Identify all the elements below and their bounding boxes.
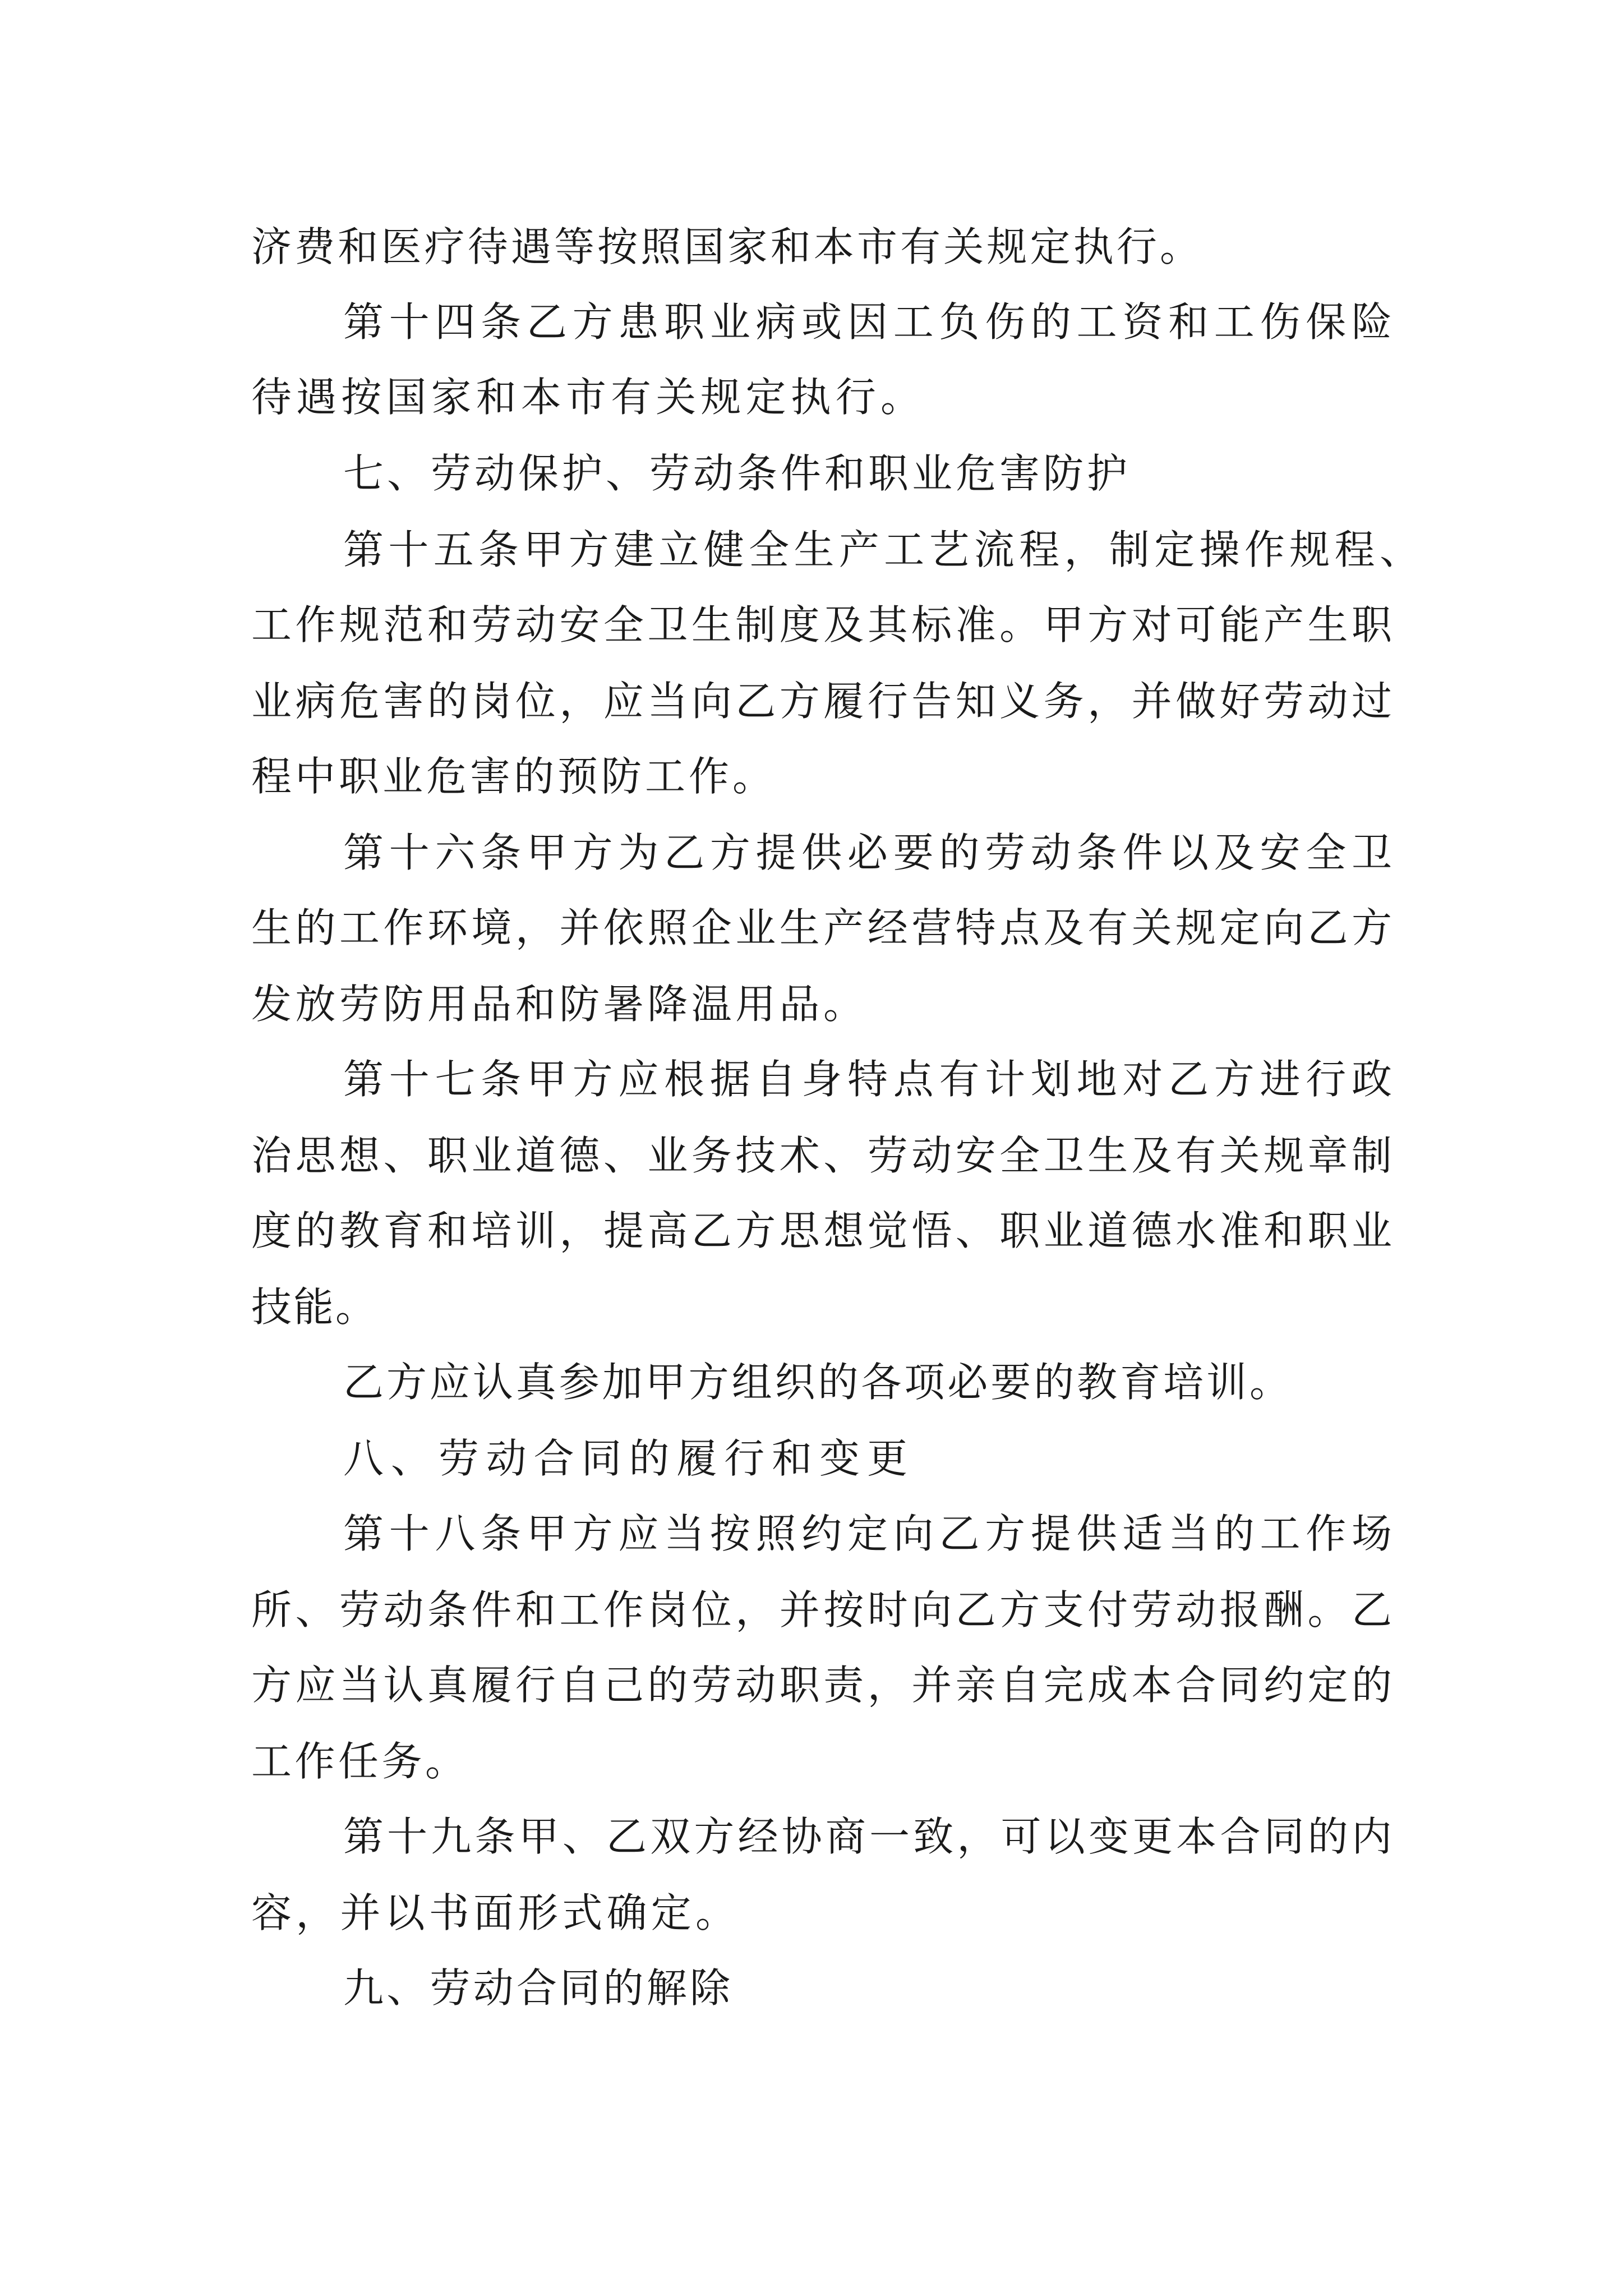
text-line: 第十八条甲方应当按照约定向乙方提供适当的工作场 xyxy=(343,1510,1398,1557)
text-line: 待遇按国家和本市有关规定执行。 xyxy=(251,374,926,421)
text-line: 容，并以书面形式确定。 xyxy=(251,1889,740,1936)
text-line: 第十四条乙方患职业病或因工负伤的工资和工伤保险 xyxy=(343,298,1398,346)
text-line: 第十六条甲方为乙方提供必要的劳动条件以及安全卫 xyxy=(343,829,1398,876)
text-line: 方应当认真履行自己的劳动职责，并亲自完成本合同约定的 xyxy=(251,1662,1396,1709)
text-line: 生的工作环境，并依照企业生产经营特点及有关规定向乙方 xyxy=(251,904,1396,951)
text-line: 发放劳防用品和防暑降温用品。 xyxy=(251,981,868,1028)
text-line: 工作任务。 xyxy=(251,1738,469,1785)
text-line: 济费和医疗待遇等按照国家和本市有关规定执行。 xyxy=(251,223,1204,270)
section-heading: 九、劳动合同的解除 xyxy=(343,1964,734,2012)
text-line: 程中职业危害的预防工作。 xyxy=(251,753,776,800)
text-line: 所、劳动条件和工作岗位，并按时向乙方支付劳动报酬。乙 xyxy=(251,1586,1396,1634)
section-heading: 八、劳动合同的履行和变更 xyxy=(343,1435,915,1482)
text-line: 技能。 xyxy=(251,1283,377,1331)
text-line: 治思想、职业道德、业务技术、劳动安全卫生及有关规章制 xyxy=(251,1132,1396,1179)
text-line: 工作规范和劳动安全卫生制度及其标准。甲方对可能产生职 xyxy=(251,601,1396,648)
text-line: 乙方应认真参加甲方组织的各项必要的教育培训。 xyxy=(343,1359,1293,1406)
text-line: 第十七条甲方应根据自身特点有计划地对乙方进行政 xyxy=(343,1056,1398,1103)
section-heading: 七、劳动保护、劳动条件和职业危害防护 xyxy=(343,450,1131,497)
text-line: 第十五条甲方建立健全生产工艺流程，制定操作规程、 xyxy=(343,526,1425,573)
text-line: 度的教育和培训，提高乙方思想觉悟、职业道德水准和职业 xyxy=(251,1207,1396,1254)
text-line: 第十九条甲、乙双方经协商一致，可以变更本合同的内 xyxy=(343,1813,1396,1860)
text-line: 业病危害的岗位，应当向乙方履行告知义务，并做好劳动过 xyxy=(251,678,1396,725)
